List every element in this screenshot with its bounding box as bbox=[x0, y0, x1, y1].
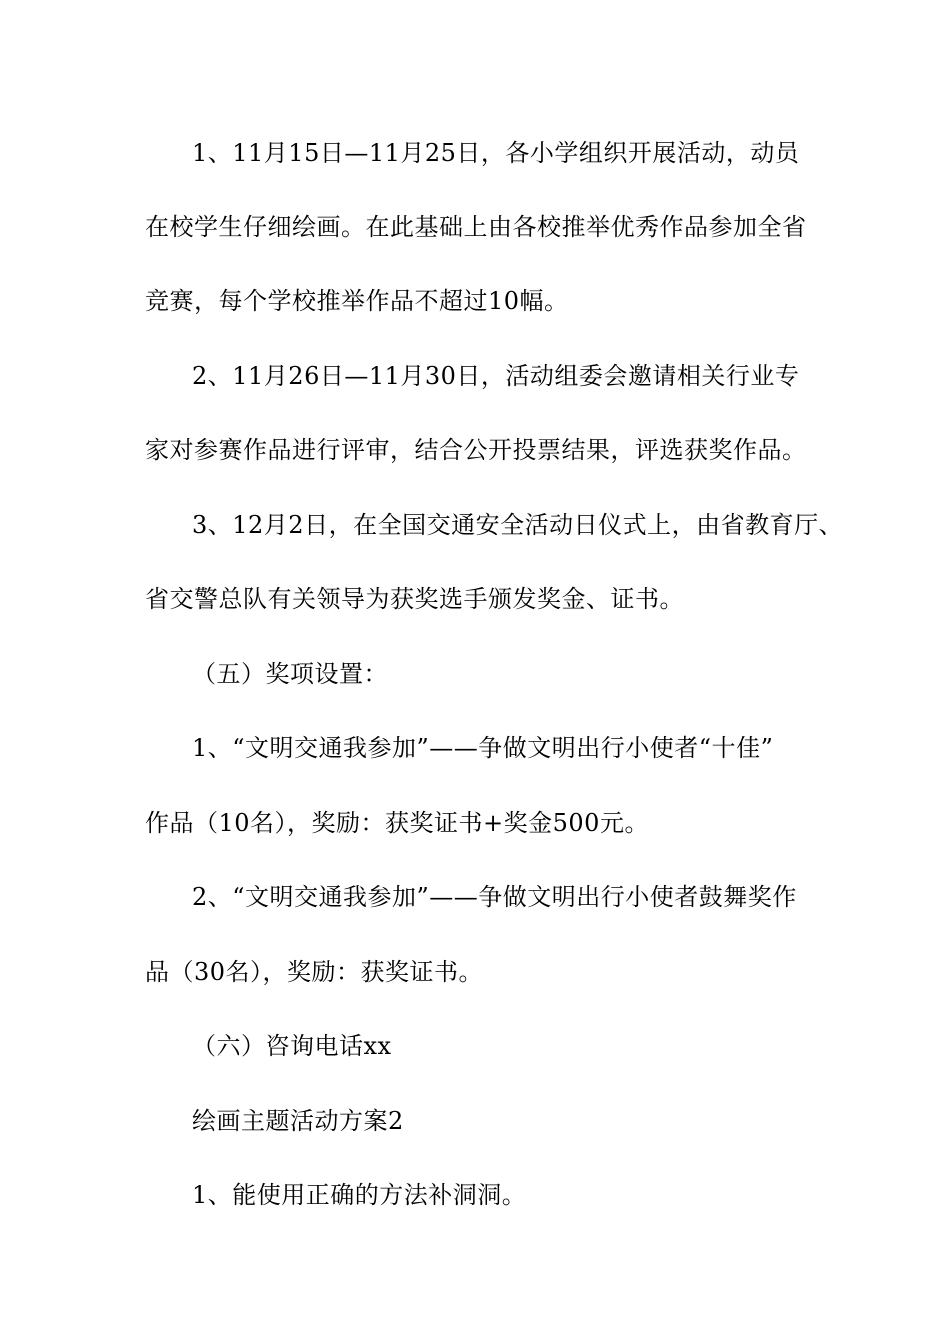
paragraph-line: 3、12月2日，在全国交通安全活动日仪式上，由省教育厅、 bbox=[192, 511, 844, 539]
document-subtitle: 绘画主题活动方案2 bbox=[192, 1107, 404, 1135]
paragraph-line: 1、能使用正确的方法补洞洞。 bbox=[192, 1181, 527, 1209]
paragraph-line: 1、11月15日—11月25日，各小学组织开展活动，动员 bbox=[192, 139, 800, 167]
paragraph-line: 家对参赛作品进行评审，结合公开投票结果，评选获奖作品。 bbox=[145, 436, 807, 464]
paragraph-line: 竞赛，每个学校推举作品不超过10幅。 bbox=[145, 287, 569, 315]
section-heading: （六）咨询电话xx bbox=[192, 1032, 392, 1060]
paragraph-line: 2、“文明交通我参加”——争做文明出行小使者鼓舞奖作 bbox=[192, 883, 797, 911]
paragraph-line: 2、11月26日—11月30日，活动组委会邀请相关行业专 bbox=[192, 362, 800, 390]
section-heading: （五）奖项设置： bbox=[192, 660, 388, 688]
paragraph-line: 1、“文明交通我参加”——争做文明出行小使者“十佳” bbox=[192, 734, 774, 762]
paragraph-line: 省交警总队有关领导为获奖选手颁发奖金、证书。 bbox=[145, 585, 684, 613]
paragraph-line: 在校学生仔细绘画。在此基础上由各校推举优秀作品参加全省 bbox=[145, 213, 807, 241]
paragraph-line: 作品（10名），奖励：获奖证书+奖金500元。 bbox=[145, 809, 649, 837]
paragraph-line: 品（30名），奖励：获奖证书。 bbox=[145, 958, 484, 986]
